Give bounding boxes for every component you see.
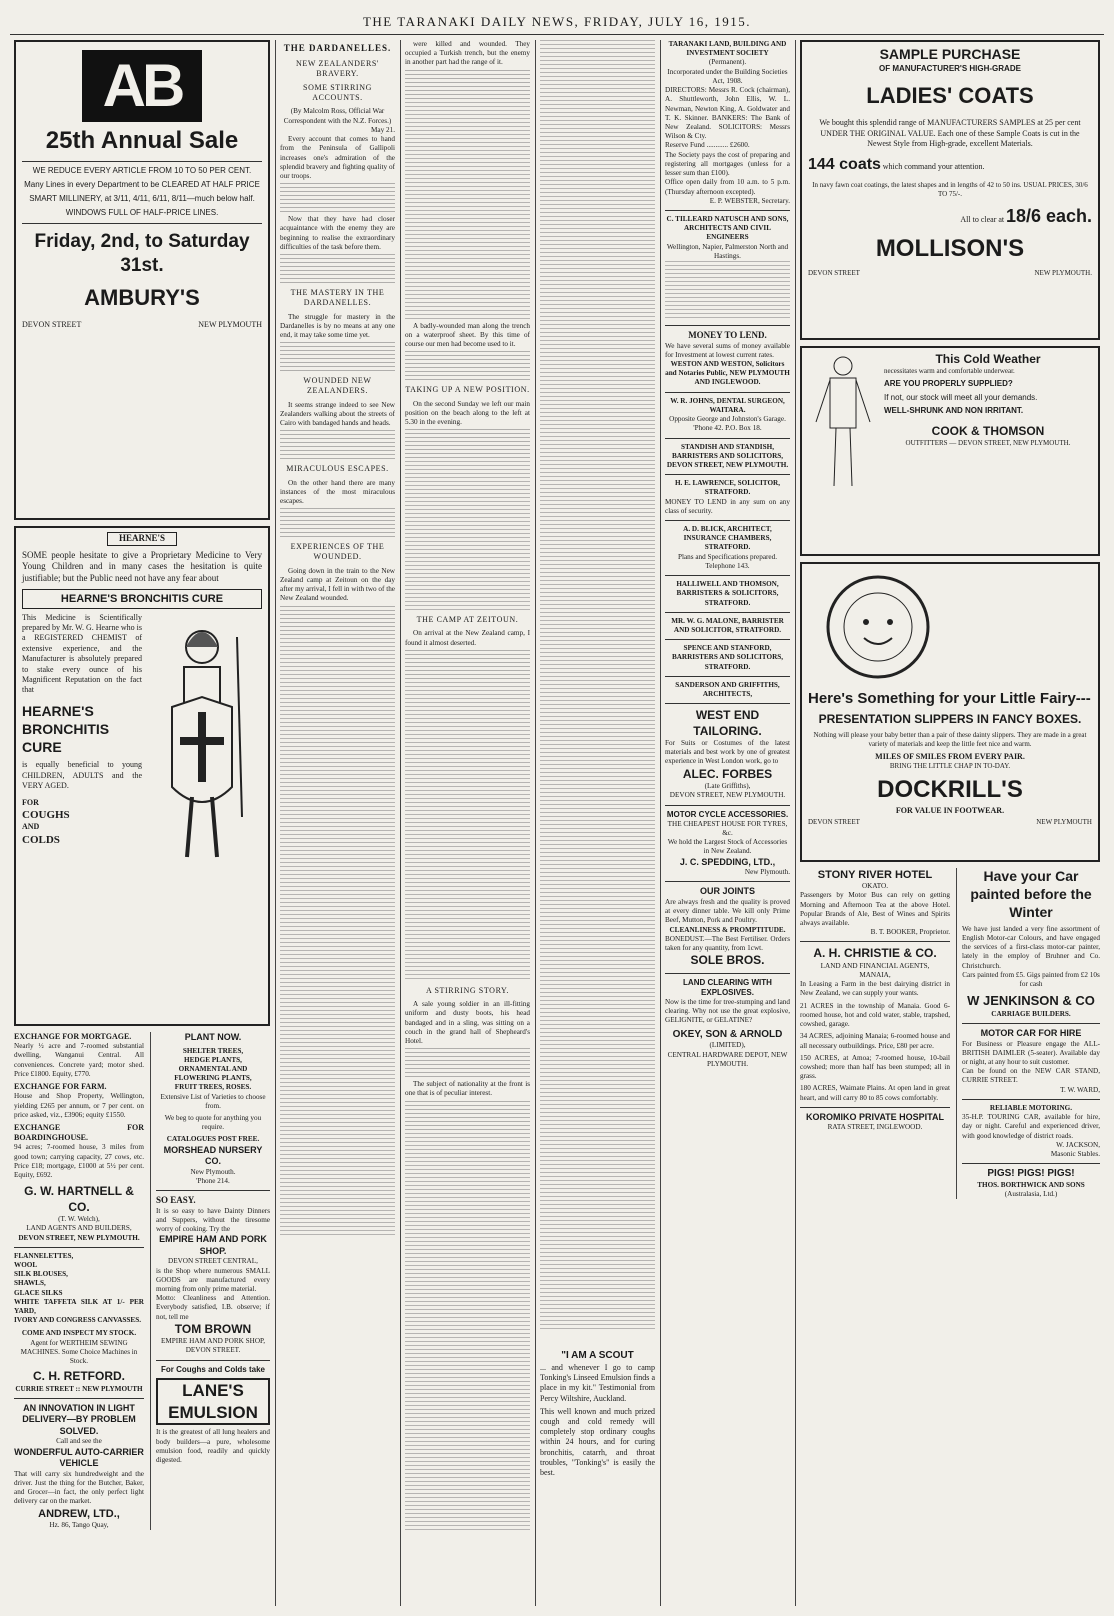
lawrence: H. E. LAWRENCE, SOLICITOR, STRATFORD.	[674, 479, 781, 497]
car-title: Have your Car painted before the Winter	[970, 868, 1092, 920]
lawrence-body: MONEY TO LEND in any sum on any class of security.	[665, 497, 790, 515]
motor-acc: MOTOR CYCLE ACCESSORIES.	[666, 809, 789, 819]
motto: CLEANLINESS & PROMPTITUDE.	[669, 925, 786, 934]
dockrill-sub: FOR VALUE IN FOOTWEAR.	[895, 805, 1005, 815]
catalogue: CATALOGUES POST FREE.	[166, 1135, 260, 1144]
malone: MR. W. G. MALONE, BARRISTER AND SOLICITOR, STRATFORD.	[671, 616, 784, 635]
classified-body: 94 acres; 7-roomed house, 3 miles from good town; carrying capacity, 27 cows, etc. Price £18; mortgage, £1000 at 5½ per cent. Equity, £692.	[14, 1143, 144, 1180]
underwear-illustration	[808, 352, 878, 492]
article-paragraph: Every account that comes to hand from the Peninsula of Gallipoli increases one's admiration of the splendid bravery and fighting quality of our troops.	[280, 135, 395, 213]
cook-thomson: COOK & THOMSON	[931, 424, 1045, 439]
christie-sub: LAND AND FINANCIAL AGENTS,	[820, 961, 930, 970]
dockrill-ad	[800, 562, 1100, 862]
retford-item: WOOL	[14, 1260, 38, 1269]
koromiko-addr: RATA STREET, INGLEWOOD.	[827, 1123, 923, 1132]
article-paragraph: The struggle for mastery in the Dardanelles is by no means at any one end, it may take some time yet.	[280, 313, 395, 373]
article-paragraph: were killed and wounded. They occupied a Turkish trench, but the enemy in another part had the range of it.	[405, 40, 530, 100]
stony-prop: B. T. BOOKER, Proprietor.	[870, 928, 950, 937]
coat-colours: In navy fawn coat coatings, the latest shapes and in lengths of 42 to 50 ins. USUAL PRICES, 30/6 TO 75/-.	[812, 181, 1088, 199]
jenkinson-sub: CARRIAGE BUILDERS.	[991, 1009, 1071, 1018]
column-5	[800, 40, 1100, 1606]
text-filler	[405, 461, 530, 611]
bring-chap: BRING THE LITTLE CHAP IN TO-DAY.	[889, 761, 1011, 770]
sole-bros: SOLE BROS.	[690, 953, 765, 968]
article-subtitle: NEW ZEALANDERS' BRAVERY.	[296, 58, 379, 78]
classified-head: EXCHANGE FOR BOARDINGHOUSE.	[14, 1123, 144, 1143]
plant-line: FRUIT TREES, ROSES.	[174, 1083, 252, 1092]
motor-stand: Can be found on the NEW CAR STAND, CURRIE STREET.	[962, 1067, 1100, 1085]
sale-title: 25th Annual Sale	[45, 127, 239, 154]
text-filler	[405, 682, 530, 982]
clear-label: All to clear at	[960, 215, 1005, 225]
plant-head: PLANT NOW.	[184, 1032, 242, 1042]
article-paragraph: On arrival at the New Zealand camp, I found it almost deserted.	[405, 629, 530, 679]
plant-quote: We beg to quote for anything you require.	[164, 1114, 262, 1132]
cold-sub: necessitates warm and comfortable underwear.	[884, 367, 1015, 376]
okey-addr: CENTRAL HARDWARE DEPOT, NEW PLYMOUTH.	[667, 1050, 788, 1068]
money-head: MONEY TO LEND.	[688, 330, 767, 341]
sample-purchase: SAMPLE PURCHASE	[879, 46, 1021, 62]
hearne-intro: SOME people hesitate to give a Proprietary Medicine to Very Young Children and in many cases the hesitation is quite justifiable; but the Public need not have any fear about	[22, 549, 262, 583]
sanderson: SANDERSON AND GRIFFITHS, ARCHITECTS,	[675, 680, 780, 699]
retford-name: C. H. RETFORD.	[33, 1369, 125, 1384]
slippers-body: Nothing will please your baby better than a pair of these dainty slippers. They are made in a great variety of materials and keep the little feet nice and warm.	[813, 730, 1087, 748]
plant-line: ORNAMENTAL AND FLOWERING PLANTS,	[174, 1064, 252, 1083]
empire-motto: Motto: Cleanliness and Attention. Everybody satisfied, I.B. observe; if not, tell me	[156, 1294, 270, 1321]
article-paragraph: It seems strange indeed to see New Zealanders walking about the streets of Cairo with bandaged hands and heads.	[280, 401, 395, 461]
article-subhead: EXPERIENCES OF THE WOUNDED.	[290, 542, 385, 562]
natusch: C. TILLEARD NATUSCH AND SONS, ARCHITECTS AND CIVIL ENGINEERS	[666, 214, 789, 242]
west-end-body: For Suits or Costumes of the latest materials and best work by one of greatest experience in West London work, go to	[665, 739, 790, 766]
sale-line: WINDOWS FULL OF HALF-PRICE LINES.	[65, 208, 219, 218]
dockrill-town: NEW PLYMOUTH	[1036, 817, 1092, 826]
scout-body: This well known and much prized cough and cold remedy will completely stop ordinary coughs within 24 hours, and for curing bronchitis, catarrh, and throat troubles, "Tonking's" is easily the best.	[540, 1406, 655, 1478]
weston: WESTON AND WESTON, Solicitors and Notaries Public, NEW PLYMOUTH AND INGLEWOOD.	[665, 359, 790, 387]
column-divider	[275, 40, 276, 1606]
cook-sub: OUTFITTERS — DEVON STREET, NEW PLYMOUTH.	[905, 439, 1071, 448]
ladies-body: We bought this splendid range of MANUFACTURERS SAMPLES at 25 per cent UNDER THE ORIGINAL VALUE. Each one of these Sample Coats is cut in the Newest Style from High-grade, excellent Materials.	[819, 118, 1081, 148]
hearne-product: HEARNE'S BRONCHITIS CURE	[22, 589, 262, 609]
reliable: RELIABLE MOTORING.	[989, 1103, 1073, 1112]
borthwick: THOS. BORTHWICK AND SONS	[977, 1181, 1085, 1190]
so-easy-body: It is so easy to have Dainty Dinners and Suppers, without the tiresome worry of cooking. Try the	[156, 1206, 270, 1234]
nursery-name: MORSHEAD NURSERY CO.	[163, 1144, 263, 1167]
listing: 150 ACRES, at Amoa; 7-roomed house, 10-bail cowshed; more than half has been stumped; all in grass.	[800, 1053, 950, 1081]
retford-item: GLACE SILKS	[14, 1288, 63, 1297]
column-3b	[540, 40, 655, 1340]
text-filler	[280, 638, 395, 1238]
empire-name: EMPIRE HAM AND PORK SHOP.	[159, 1234, 267, 1256]
christie-body: In Leasing a Farm in the best dairying district in New Zealand, we can supply your wants.	[800, 980, 950, 998]
carrier-call: Call and see the	[56, 1437, 102, 1446]
society-body: The Society pays the cost of preparing and registering all mortgages (unless for a lesser sum than £100).	[665, 150, 790, 178]
article-subhead: MIRACULOUS ESCAPES.	[286, 464, 389, 474]
ladies-coats: LADIES' COATS	[866, 83, 1034, 109]
sale-line: WE REDUCE EVERY ARTICLE FROM 10 TO 50 PER CENT.	[32, 165, 252, 175]
tom-brown: TOM BROWN	[174, 1321, 252, 1336]
pigs: PIGS! PIGS! PIGS!	[987, 1168, 1075, 1180]
natusch-addr: Wellington, Napier, Palmerston North and Hastings.	[666, 242, 789, 260]
scout-title: "I AM A SCOUT	[561, 1350, 634, 1361]
car-body: We have just landed a very fine assortment of English Motor-car Colours, and have engaged the services of a first-class motor-car painter, lately in the employ of Bruhner and Co. Christchurch.	[962, 924, 1100, 970]
hartnell-addr: DEVON STREET, NEW PLYMOUTH.	[18, 1233, 140, 1242]
plant-line: SHELTER TREES,	[182, 1046, 244, 1055]
stony-body: Passengers by Motor Bus can rely on getting Morning and Afternoon Tea at the above Hotel. Popular Brands of Ale, Best of Wines and Spirits always available.	[800, 891, 950, 927]
cook-thomson-ad	[800, 346, 1100, 556]
article-subtitle: SOME STIRRING ACCOUNTS.	[303, 82, 372, 103]
hearne-for: COUGHS	[22, 808, 70, 821]
secretary: E. P. WEBSTER, Secretary.	[709, 196, 790, 205]
stony-town: OKATO.	[861, 882, 889, 891]
ambury-ad	[14, 40, 270, 520]
hearne-body: This Medicine is Scientifically prepared by Mr. W. G. Hearne who is a REGISTERED CHEMIST of extensive experience, and the Manufacturer is absolutely prepared to stake every ounce of his Magnificent Reputation on the fact that	[22, 612, 142, 695]
stony-river: STONY RIVER HOTEL	[817, 869, 933, 881]
okey-sub: (LIMITED),	[709, 1041, 746, 1050]
coat-count: 144 coats	[808, 156, 881, 173]
mollison-street: DEVON STREET	[808, 269, 860, 278]
article-subhead: A STIRRING STORY.	[425, 985, 510, 995]
retford-agent: Agent for WERTHEIM SEWING MACHINES. Some Choice Machines in Stock.	[20, 1338, 138, 1366]
standish: STANDISH AND STANDISH, BARRISTERS AND SOLICITORS, DEVON STREET, NEW PLYMOUTH.	[666, 442, 789, 469]
sample-sub: OF MANUFACTURER'S HIGH-GRADE	[879, 63, 1021, 73]
retford-item: SILK BLOUSES,	[14, 1270, 68, 1279]
text-filler	[405, 1133, 530, 1533]
coat-price: 18/6 each.	[1005, 206, 1092, 227]
column-divider	[795, 40, 796, 1606]
empire-addr: DEVON STREET CENTRAL,	[168, 1257, 258, 1266]
store-name: AMBURY'S	[84, 285, 200, 311]
dockrill-name: DOCKRILL'S	[877, 775, 1023, 803]
reserve: Reserve Fund ............ £2600.	[665, 141, 750, 150]
sale-line: SMART MILLINERY, at 3/11, 4/11, 6/11, 8/11—much below half.	[29, 194, 255, 204]
andrew-addr: Hz. 86, Tango Quay,	[49, 1520, 109, 1529]
borthwick-sub: (Australasia, Ltd.)	[1004, 1190, 1058, 1199]
classified-body: Nearly ½ acre and 7-roomed substantial dwelling, Wanganui Central. All conveniences. Concrete yard; motor shed. Price £1800. Equity, £770.	[14, 1042, 144, 1078]
article-subhead: THE MASTERY IN THE DARDANELLES.	[290, 288, 385, 308]
scout-ad	[540, 1350, 655, 1606]
article-subhead: THE CAMP AT ZEITOUN.	[416, 615, 519, 625]
hartnell-line: LAND AGENTS AND BUILDERS,	[26, 1224, 132, 1233]
hearne-benefit: is equally beneficial to young CHILDREN, ADULTS and the VERY AGED.	[22, 760, 142, 791]
street: DEVON STREET	[22, 320, 82, 330]
article-paragraph: On the second Sunday we left our main position on the beach along to the left at 5.30 in the evening.	[405, 400, 530, 460]
hearne-big: HEARNE'S	[22, 702, 94, 719]
cold-shrunk: WELL-SHRUNK AND NON IRRITANT.	[884, 405, 1024, 415]
column-4	[665, 40, 790, 1606]
article-title: THE DARDANELLES.	[283, 43, 392, 53]
retford-call: COME AND INSPECT MY STOCK.	[21, 1329, 137, 1338]
lanes-body: It is the greatest of all lung healers and body builders—a pure, wholesome emulsion food, readily and quickly digested.	[156, 1428, 270, 1465]
listing: 180 ACRES, Waimate Plains. At open land in great heart, and will carry 80 to 85 cows comfortably.	[800, 1084, 950, 1102]
hearne-big: CURE	[22, 739, 62, 756]
directors: DIRECTORS: Messrs R. Cock (chairman), A. Shuttleworth, John Ellis, W. L. Newman, Newton King, A. Goldwater and T. K. Skinner. BANKERS: The Bank of New Zealand. SOLICITORS: Messrs Wilson & Cty.	[665, 86, 790, 141]
so-easy: SO EASY.	[156, 1195, 196, 1206]
classified-body: House and Shop Property, Wellington, yielding £265 per annum, or 7 per cent. on price asked, viz., £3906; equity £1550.	[14, 1092, 144, 1119]
christie-town: MANAIA,	[859, 970, 891, 979]
sale-dates: Friday, 2nd, to Saturday 31st.	[34, 230, 250, 276]
column-divider	[535, 40, 536, 1606]
listing: 21 ACRES in the township of Manaia. Good 6-roomed house, hot and cold water, stable, trapshed, cowshed, garage.	[800, 1001, 950, 1029]
column-divider	[660, 40, 661, 1606]
halliwell: HALLIWELL AND THOMSON, BARRISTERS & SOLICITORS, STRATFORD.	[676, 580, 779, 607]
retford-addr: CURRIE STREET :: NEW PLYMOUTH	[15, 1384, 143, 1393]
tom-sub: EMPIRE HAM AND PORK SHOP, DEVON STREET.	[160, 1337, 266, 1355]
retford-item: IVORY AND CONGRESS CANVASSES.	[14, 1316, 142, 1325]
cold-body: If not, our stock will meet all your demands.	[884, 392, 1038, 402]
classified-head: EXCHANGE FOR FARM.	[14, 1082, 107, 1092]
masthead-rule	[10, 34, 1104, 35]
carrier-body: That will carry six hundredweight and the driver. Just the thing for the Butcher, Baker, and Grocer—in fact, the only perfect light delivery car on the market.	[14, 1469, 144, 1506]
town: NEW PLYMOUTH	[198, 320, 262, 330]
lanes-emulsion: LANE'S EMULSION	[156, 1378, 270, 1426]
touring: 35-H.P. TOURING CAR, available for hire, day or night. Careful and experienced driver, with good knowledge of district roads.	[962, 1113, 1100, 1140]
mollison-name: MOLLISON'S	[875, 235, 1025, 263]
jackson: W. JACKSON,	[1056, 1140, 1100, 1149]
text-filler	[405, 102, 530, 322]
forbes-addr: DEVON STREET, NEW PLYMOUTH.	[669, 791, 786, 800]
joints-body: Are always fresh and the quality is proved at every dinner table. We kill only Prime Beef, Mutton, Pork and Poultry.	[665, 897, 790, 925]
motor-hire: MOTOR CAR FOR HIRE	[980, 1028, 1082, 1039]
land-clearing: LAND CLEARING WITH EXPLOSIVES.	[683, 977, 772, 997]
hearne-for: FOR	[22, 797, 39, 807]
dockrill-street: DEVON STREET	[808, 817, 860, 826]
hearne-big: BRONCHITIS	[22, 720, 110, 737]
spedding: J. C. SPEDDING, LTD.,	[679, 856, 776, 867]
nursery-addr: New Plymouth.	[190, 1167, 236, 1176]
column-3	[405, 40, 530, 1606]
ward: T. W. WARD,	[1060, 1085, 1100, 1094]
column-1	[14, 40, 270, 1606]
listing: 34 ACRES, adjoining Manaia; 6-roomed house and all necessary outbuildings. Price, £80 per acre.	[800, 1032, 950, 1050]
largest: We hold the Largest Stock of Accessories in New Zealand.	[667, 838, 788, 856]
office-hours: Office open daily from 10 a.m. to 5 p.m. (Thursday afternoon excepted).	[665, 178, 790, 196]
cold-question: ARE YOU PROPERLY SUPPLIED?	[884, 379, 1013, 389]
carrier-title: AN INNOVATION IN LIGHT DELIVERY—BY PROBLEM SOLVED.	[22, 1402, 136, 1436]
hearne-ad	[14, 526, 270, 1026]
article-subhead: WOUNDED NEW ZEALANDERS.	[303, 376, 372, 396]
johns: W. R. JOHNS, DENTAL SURGEON, WAITARA.	[670, 396, 785, 414]
joints: OUR JOINTS	[699, 886, 755, 897]
coat-count-tail: which command your attention.	[882, 162, 985, 171]
christie: A. H. CHRISTIE & CO.	[813, 946, 937, 961]
column-divider	[400, 40, 401, 1606]
incorporated: Incorporated under the Building Societies Act, 1908.	[667, 67, 788, 85]
byline: (By Malcolm Ross, Official War Correspondent with the N.Z. Forces.)	[283, 107, 392, 125]
forbes: ALEC. FORBES	[682, 766, 773, 781]
baby-illustration	[808, 572, 948, 682]
miles-smiles: MILES OF SMILES FROM EVERY PAIR.	[875, 751, 1025, 761]
ab-logo: AB	[82, 50, 202, 122]
article-paragraph: On the other hand there are many instances of the most miraculous escapes.	[280, 479, 395, 539]
knight-illustration	[142, 617, 262, 867]
forbes-sub: (Late Griffiths),	[704, 782, 751, 791]
article-paragraph: The subject of nationality at the front is one that is of peculiar interest.	[405, 1080, 530, 1130]
retford-item: WHITE TAFFETA SILK AT 1/- PER YARD,	[14, 1297, 144, 1316]
jackson-addr: Masonic Stables.	[1050, 1150, 1100, 1159]
money-body: We have several sums of money available for Investment at lowest current rates.	[665, 341, 790, 359]
retford-item: FLANNELETTES,	[14, 1251, 74, 1260]
scout-body: ... and whenever I go to camp Tonking's Linseed Emulsion finds a place in my kit." Testimonial from Percy Wiltshire, Auckland.	[540, 1362, 655, 1403]
slippers: PRESENTATION SLIPPERS IN FANCY BOXES.	[818, 712, 1082, 727]
sale-line: Many Lines in every Department to be CLEARED AT HALF PRICE	[24, 179, 260, 189]
west-end: WEST END TAILORING.	[693, 708, 762, 738]
masthead: THE TARANAKI DAILY NEWS, FRIDAY, JULY 16, 1915.	[362, 14, 752, 29]
retford-item: SHAWLS,	[14, 1279, 46, 1288]
taranaki-land: TARANAKI LAND, BUILDING AND INVESTMENT SOCIETY	[668, 40, 787, 58]
blick-body: Plans and Specifications prepared. Telephone 143.	[678, 552, 777, 570]
spedding-addr: New Plymouth.	[744, 868, 790, 877]
plant-line: HEDGE PLANTS,	[184, 1055, 242, 1064]
cold-title: This Cold Weather	[935, 352, 1041, 366]
fairy-head: Here's Something for your Little Fairy---	[808, 690, 1091, 708]
clearing-body: Now is the time for tree-stumping and land clearing. Why not use the great explosive, GELIGNITE, or GELATINE?	[665, 998, 790, 1025]
mollison-town: NEW PLYMOUTH.	[1034, 269, 1092, 278]
andrew-name: ANDREW, LTD.,	[38, 1507, 120, 1520]
car-prices: Cars painted from £5. Gigs painted from £2 10s for cash	[962, 970, 1100, 989]
cheapest: THE CHEAPEST HOUSE FOR TYRES, &c.	[667, 819, 788, 837]
dateline: May 21.	[371, 125, 395, 134]
hartnell-name: G. W. HARTNELL & CO.	[24, 1184, 134, 1214]
article-paragraph: Now that they have had closer acquaintance with the enemy they are beginning to realise the extraordinary difficulties of the task before them.	[280, 215, 395, 284]
motor-hire-body: For Business or Pleasure engage the ALL-BRITISH DAIMLER (5-seater). Available day or night, at any hour to suit customer.	[962, 1039, 1100, 1067]
hearne-tag: HEARNE'S	[107, 532, 177, 546]
okey: OKEY, SON & ARNOLD	[672, 1028, 783, 1040]
article-paragraph: Going down in the train to the New Zealand camp at Zeitoun on the day after my arrival, I fell in with two of the New Zealand wounded.	[280, 567, 395, 636]
jenkinson: W JENKINSON & CO	[967, 993, 1095, 1009]
hearne-for: AND	[22, 822, 40, 832]
johns-addr: Opposite George and Johnston's Garage. 'Phone 42. P.O. Box 18.	[669, 415, 786, 433]
bonedust: BONEDUST.—The Best Fertiliser. Orders taken for any quantity, from 1cwt.	[665, 934, 790, 952]
mollison-ad	[800, 40, 1100, 340]
plant-list: Extensive List of Varieties to choose from.	[160, 1092, 266, 1110]
hartnell-sub: (T. W. Welch),	[58, 1215, 100, 1224]
taranaki-sub: (Permanent).	[708, 58, 747, 67]
hearne-for: COLDS	[22, 833, 60, 846]
koromiko: KOROMIKO PRIVATE HOSPITAL	[805, 1111, 944, 1122]
text-filler	[540, 40, 655, 1330]
classified-head: EXCHANGE FOR MORTGAGE.	[14, 1032, 132, 1041]
empire-body: is the Shop where numerous SMALL GOODS are manufactured every morning from only prime material.	[156, 1266, 270, 1294]
coughs-head: For Coughs and Colds take	[160, 1364, 265, 1374]
blick: A. D. BLICK, ARCHITECT, INSURANCE CHAMBERS, STRATFORD.	[683, 525, 772, 552]
article-subhead: TAKING UP A NEW POSITION.	[405, 385, 530, 395]
article-paragraph: A badly-wounded man along the trench on a waterproof sheet. By this time of course our men had become used to it.	[405, 322, 530, 382]
column-2	[280, 40, 395, 1606]
spence: SPENCE AND STANFORD, BARRISTERS AND SOLICITORS, STRATFORD.	[671, 644, 784, 671]
nursery-phone: 'Phone 214.	[196, 1176, 230, 1185]
text-filler	[665, 261, 790, 321]
article-paragraph: A sale young soldier in an ill-fitting uniform and dusty boots, his head bandaged and in a sling, was sitting on a couch in the grand hall of Shepheard's Hotel.	[405, 1000, 530, 1078]
carrier-name: WONDERFUL AUTO-CARRIER VEHICLE	[14, 1446, 144, 1469]
